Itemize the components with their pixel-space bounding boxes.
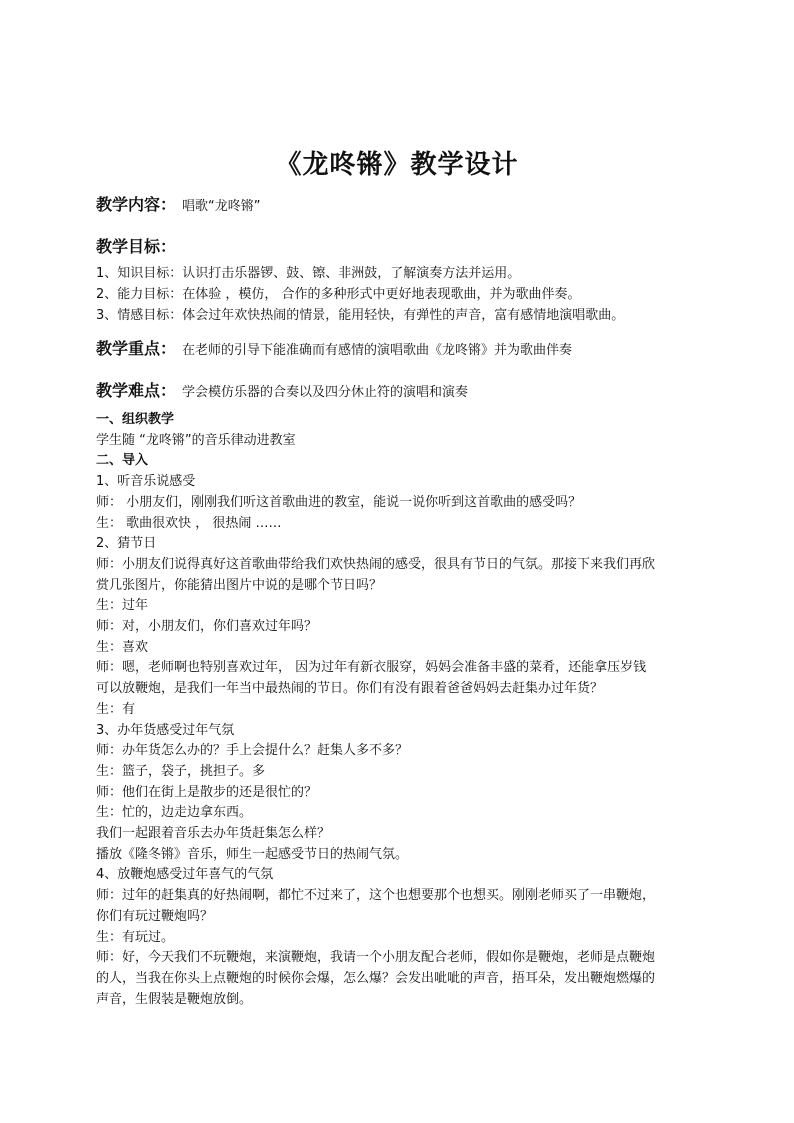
key-point-label: 教学重点： [96, 339, 177, 358]
key-point-heading [96, 336, 572, 359]
difficulty-label: 教学难点： [96, 381, 177, 400]
body-line: 你们有玩过鞭炮吗？ [96, 908, 214, 924]
body-line: 4、放鞭炮感受过年喜气的气氛 [96, 867, 274, 883]
body-line: 3、办年货感受过年气氛 [96, 722, 235, 738]
difficulty-heading [96, 378, 468, 401]
body-line: 生：喜欢 [96, 639, 149, 655]
body-line: 师：对，小朋友们，你们喜欢过年吗？ [96, 619, 318, 634]
body-line: 生： 歌曲很欢快 ， 很热闹 …… [96, 515, 282, 531]
body-line: 师：小朋友们说得真好这首歌曲带给我们欢快热闹的感受，很具有节日的气氛。那接下来我们再欣 [96, 556, 656, 572]
body-line: 生：有 [96, 701, 136, 717]
body-line: 学生随 “龙咚锵”的音乐律动进教室 [96, 432, 296, 448]
body-line: 生：有玩过。 [96, 929, 175, 945]
goal-item: 1、知识目标：认识打击乐器锣、鼓、镲、非洲鼓，了解演奏方法并运用。 [96, 266, 521, 281]
body-line: 生：篮子，袋子，挑担子。多 [96, 763, 266, 779]
teaching-content-text: 唱歌“龙咚锵” [182, 199, 261, 214]
teaching-goals-heading: 教学目标： [96, 237, 177, 256]
body-line: 师：好，今天我们不玩鞭炮，来演鞭炮，我请一个小朋友配合老师，假如你是鞭炮，老师是点鞭炮 [96, 950, 656, 966]
body-line: 师：过年的赶集真的好热闹啊，都忙不过来了，这个也想要那个也想买。刚刚老师买了一串鞭炮， [96, 888, 656, 904]
body-line: 1、听音乐说感受 [96, 474, 196, 490]
body-line: 播放《隆冬锵》音乐，师生一起感受节日的热闹气氛。 [96, 846, 409, 862]
teaching-content-label: 教学内容： [96, 195, 177, 214]
body-line: 我们一起跟着音乐去办年货赶集怎么样？ [96, 826, 331, 841]
page-title: 《龙咚锵》教学设计 [275, 150, 519, 180]
body-line: 2、猜节日 [96, 536, 157, 552]
body-line: 生：过年 [96, 598, 149, 614]
difficulty-text: 学会模仿乐器的合奏以及四分休止符的演唱和演奏 [182, 385, 469, 400]
goal-item: 2、能力目标：在体验 ，模仿， 合作的多种形式中更好地表现歌曲，并为歌曲伴奏。 [96, 287, 581, 302]
body-line: 师：他们在街上是散步的还是很忙的？ [96, 784, 318, 800]
body-line: 师：办年货怎么办的？手上会提什么？赶集人多不多？ [96, 743, 409, 759]
body-line: 的人，当我在你头上点鞭炮的时候你会爆，怎么爆？会发出呲呲的声音，捂耳朵，发出鞭炮燃爆的 [96, 970, 656, 986]
body-line: 赏几张图片，你能猜出图片中说的是哪个节日吗？ [96, 577, 383, 593]
body-line: 师： 小朋友们，刚刚我们听这首歌曲进的教室，能说一说你听到这首歌曲的感受吗？ [96, 494, 582, 510]
body-line: 生：忙的，边走边拿东西。 [96, 805, 253, 821]
body-line: 声音，生假装是鞭炮放倒。 [96, 991, 253, 1007]
teaching-content-heading [96, 192, 261, 215]
body-line: 师：嗯，老师啊也特别喜欢过年， 因为过年有新衣服穿，妈妈会准备丰盛的菜肴，还能拿压岁钱 [96, 660, 647, 676]
key-point-text: 在老师的引导下能准确而有感情的演唱歌曲《龙咚锵》并为歌曲伴奏 [182, 343, 573, 358]
body-line: 二、导入 [96, 453, 149, 469]
goal-item: 3、情感目标：体会过年欢快热闹的情景，能用轻快，有弹性的声音，富有感情地演唱歌曲。 [96, 308, 625, 323]
body-line: 可以放鞭炮，是我们一年当中最热闹的节日。你们有没有跟着爸爸妈妈去赶集办过年货？ [96, 681, 604, 697]
body-line: 一、组织教学 [96, 412, 175, 427]
